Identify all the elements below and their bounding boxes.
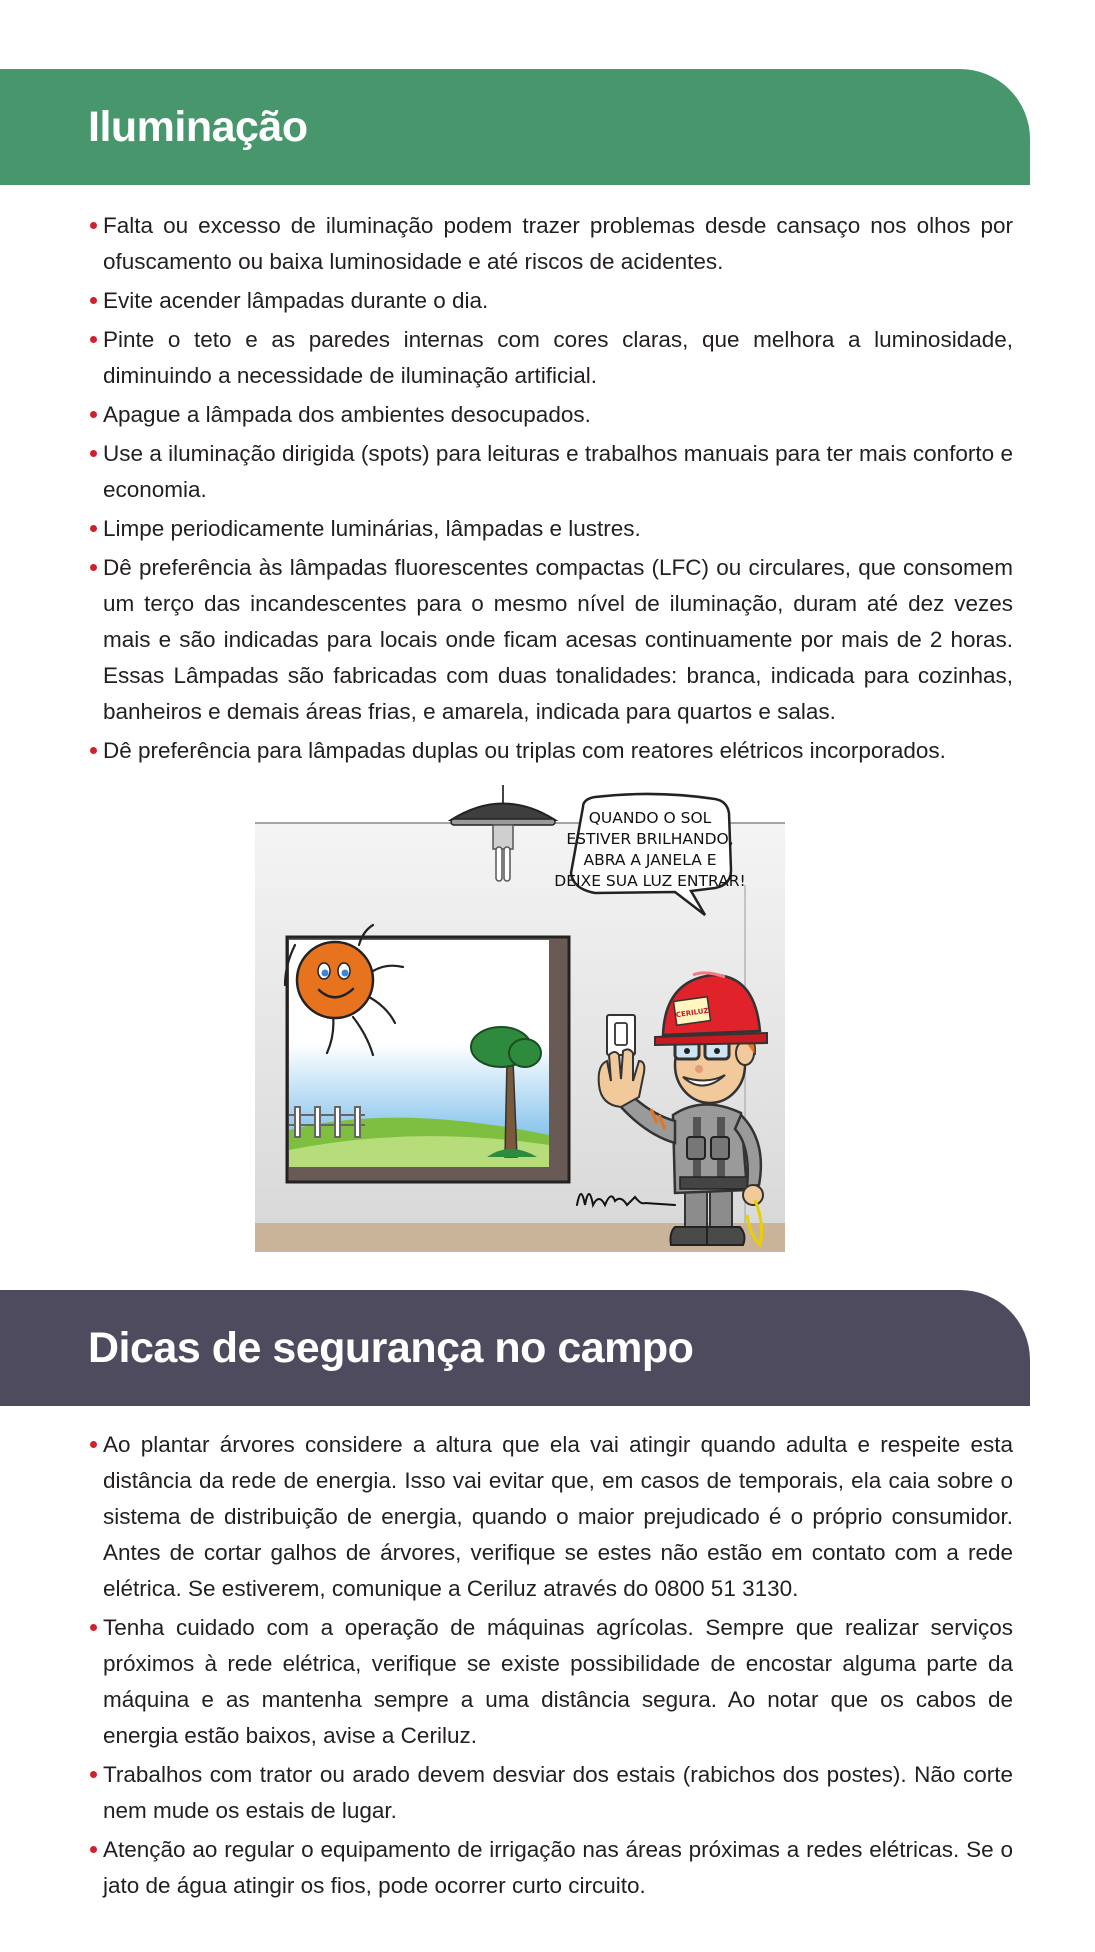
speech-line: ABRA A JANELA E (583, 851, 717, 869)
bullet-dot-icon (90, 1624, 97, 1631)
bullet-dot-icon (90, 450, 97, 457)
bullet-dot-icon (90, 336, 97, 343)
speech-line: DEIXE SUA LUZ ENTRAR! (554, 872, 746, 890)
seguranca-header (0, 1290, 1030, 1406)
bullet-dot-icon (90, 411, 97, 418)
bullet-dot-icon (90, 525, 97, 532)
list-item: Tenha cuidado com a operação de máquinas agrícolas. Sempre que realizar serviços próximos à rede elétrica, verifique se existe possibilidade de encostar alguma parte da máquina e as mantenha sempre a uma distância segura. Ao notar que os cabos de energia estão baixos, avise a Ceriluz. (88, 1610, 1013, 1754)
iluminacao-header (0, 69, 1030, 185)
list-item: Pinte o teto e as paredes internas com cores claras, que melhora a luminosidade, diminuindo a necessidade de iluminação artificial. (88, 322, 1013, 394)
list-item: Ao plantar árvores considere a altura que ela vai atingir quando adulta e respeite esta distância da rede de energia. Isso vai evitar que, em casos de temporais, ela caia sobre o sistema de distribuição de energia, quando o maior prejudicado é o próprio consumidor. Antes de cortar galhos de árvores, verifique se estes não estão em contato com a rede elétrica. Se estiverem, comunique a Ceriluz através do 0800 51 3130. (88, 1427, 1013, 1607)
list-item: Falta ou excesso de iluminação podem trazer problemas desde cansaço nos olhos por ofuscamento ou baixa luminosidade e até riscos de acidentes. (88, 208, 1013, 280)
list-item: Limpe periodicamente luminárias, lâmpadas e lustres. (88, 511, 1013, 547)
light-switch-icon (607, 1015, 635, 1055)
bullet-dot-icon (90, 747, 97, 754)
bullet-dot-icon (90, 1846, 97, 1853)
bullet-dot-icon (90, 222, 97, 229)
list-item: Atenção ao regular o equipamento de irrigação nas áreas próximas a redes elétricas. Se o jato de água atingir os fios, pode ocorrer curto circuito. (88, 1832, 1013, 1904)
helmet-logo-text: CERILUZ (675, 1006, 710, 1020)
seguranca-title: Dicas de segurança no campo (88, 1323, 694, 1372)
cartoon-illustration (255, 785, 785, 1252)
list-item: Trabalhos com trator ou arado devem desviar dos estais (rabichos dos postes). Não corte nem mude os estais de lugar. (88, 1757, 1013, 1829)
bullet-dot-icon (90, 297, 97, 304)
list-item: Apague a lâmpada dos ambientes desocupados. (88, 397, 1013, 433)
list-item: Evite acender lâmpadas durante o dia. (88, 283, 1013, 319)
iluminacao-title: Iluminação (88, 102, 308, 151)
speech-line: QUANDO O SOL (588, 809, 712, 827)
bullet-dot-icon (90, 564, 97, 571)
speech-line: ESTIVER BRILHANDO, (566, 830, 734, 848)
iluminacao-list (88, 208, 1013, 772)
list-item: Dê preferência às lâmpadas fluorescentes compactas (LFC) ou circulares, que consomem um terço das incandescentes para o mesmo nível de iluminação, duram até dez vezes mais e são indicadas para locais onde ficam acesas continuamente por mais de 2 horas. Essas Lâmpadas são fabricadas com duas tonalidades: branca, indicada para cozinhas, banheiros e demais áreas frias, e amarela, indicada para quartos e salas. (88, 550, 1013, 730)
bullet-dot-icon (90, 1441, 97, 1448)
list-item: Dê preferência para lâmpadas duplas ou triplas com reatores elétricos incorporados. (88, 733, 1013, 769)
list-item: Use a iluminação dirigida (spots) para leituras e trabalhos manuais para ter mais conforto e economia. (88, 436, 1013, 508)
bullet-dot-icon (90, 1771, 97, 1778)
seguranca-list (88, 1427, 1013, 1907)
